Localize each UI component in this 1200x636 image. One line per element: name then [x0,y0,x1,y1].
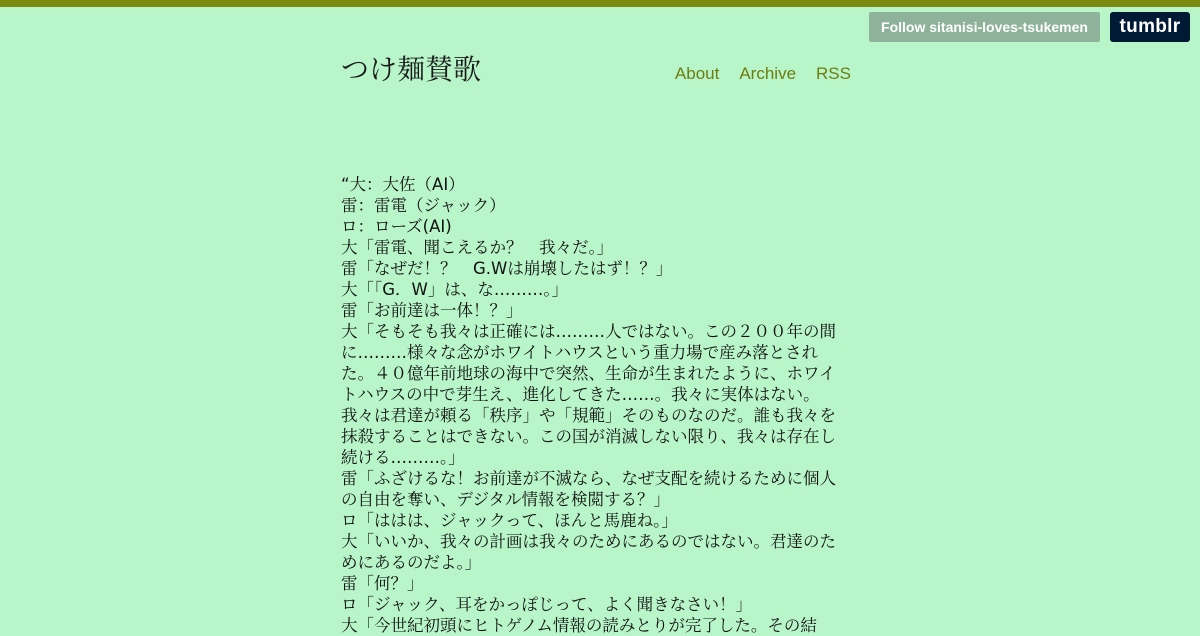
post-line: 雷「ふざけるな！お前達が不滅なら、なぜ支配を続けるために個人 [341,469,836,488]
post-line: た。４０億年前地球の海中で突然、生命が生まれたように、ホワイ [341,364,836,383]
post-line: 抹殺することはできない。この国が消滅しない限り、我々は存在し [341,427,836,446]
post-line: 大「そもそも我々は正確には………人ではない。この２００年の間 [341,322,836,341]
top-accent-bar [0,0,1200,7]
blog-title[interactable]: つけ麺賛歌 [341,53,482,86]
post-line: 続ける………。」 [341,448,465,467]
post-line: “大：大佐（AI） [341,175,465,194]
post-line: ロ「ははは、ジャックって、ほんと馬鹿ね。」 [341,511,678,530]
post-line: ロ「ジャック、耳をかっぽじって、よく聞きなさい！」 [341,595,753,614]
post-line: 雷「お前達は一体！？」 [341,301,523,320]
nav-link-archive[interactable]: Archive [739,64,797,83]
nav-link-rss[interactable]: RSS [816,64,851,83]
post-line: に………様々な念がホワイトハウスという重力場で産み落とされ [341,343,819,362]
post-line: 大「いいか、我々の計画は我々のためにあるのではない。君達のた [341,532,836,551]
post-line: ロ：ローズ(AI) [341,217,452,236]
post-body [341,174,853,636]
post-line: 雷「何？」 [341,574,424,593]
post-line: めにあるのだよ。」 [341,553,482,572]
nav-link-about[interactable]: About [674,64,720,83]
tumblr-logo[interactable]: tumblr [1110,12,1190,42]
post-line: 雷：雷電（ジャック） [341,196,506,215]
post-line: 大「「G．W」は、な………。」 [341,280,569,299]
post-line: 大「今世紀初頭にヒトゲノム情報の読みとりが完了した。その結 [341,616,817,635]
post-line: の自由を奪い、デジタル情報を検閲する？」 [341,490,671,509]
blog-nav [0,63,851,85]
post-line: 我々は君達が頼る「秩序」や「規範」そのものなのだ。誰も我々を [341,406,836,425]
post-line: 雷「なぜだ！？ G.Wは崩壊したはず！？」 [341,259,673,278]
post-line: トハウスの中で芽生え、進化してきた……。我々に実体はない。 [341,385,820,404]
follow-blog-button[interactable]: Follow sitanisi-loves-tsukemen [869,12,1100,42]
post-line: 大「雷電、聞こえるか？ 我々だ。」 [341,238,614,257]
